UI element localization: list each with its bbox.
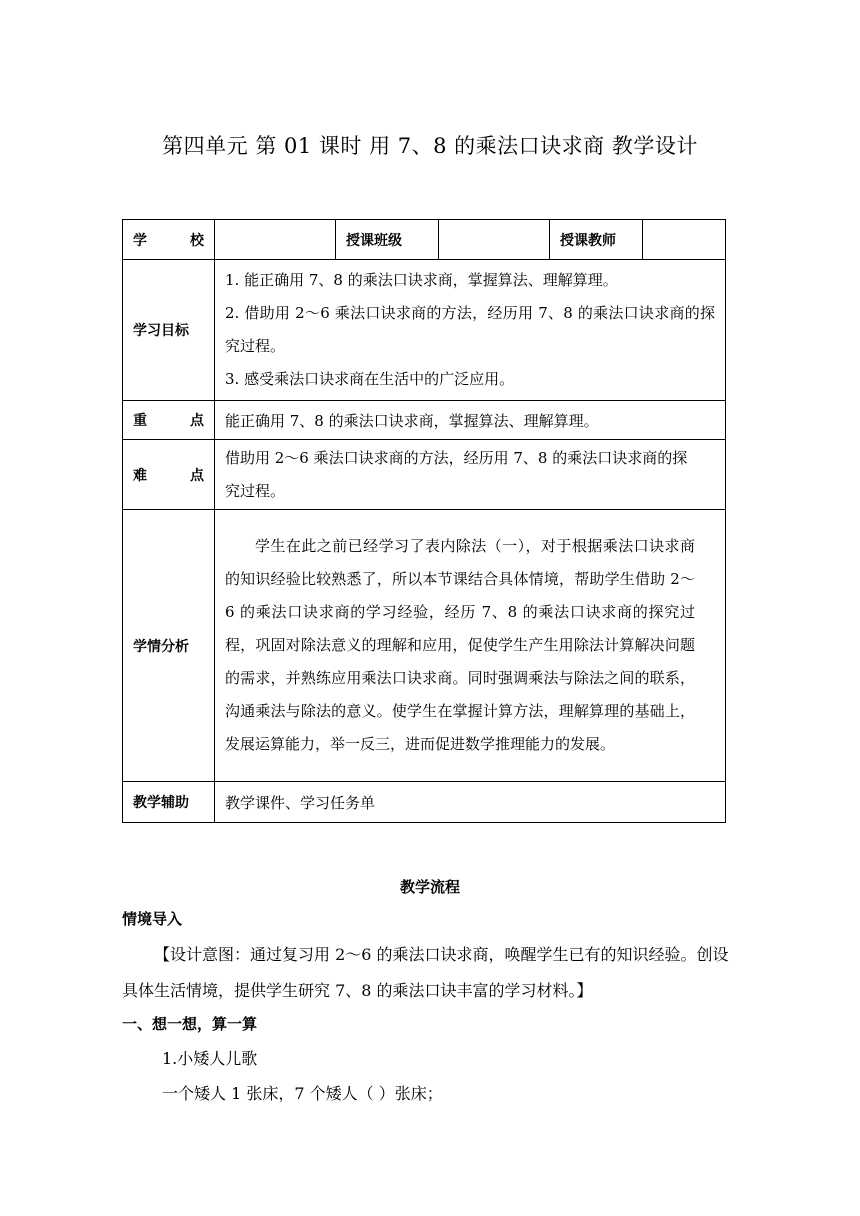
- key-point-label: 重 点: [123, 401, 215, 440]
- aids-value: 教学课件、学习任务单: [215, 782, 726, 823]
- objective-item: 3. 感受乘法口诀求商在生活中的广泛应用。: [225, 370, 515, 388]
- table-row: [123, 401, 726, 440]
- objective-item: 1. 能正确用 7、8 的乘法口诀求商，掌握算法、理解算理。: [225, 271, 618, 289]
- intro-heading: 情境导入: [122, 910, 183, 928]
- section1-heading: 一、想一想，算一算: [122, 1015, 258, 1033]
- analysis-label: 学情分析: [123, 510, 215, 782]
- analysis-text: 学生在此之前已经学习了表内除法（一），对于根据乘法口诀求商的知识经验比较熟悉了，所以本节课结合具体情境，帮助学生借助 2～6 的乘法口诀求商的学习经验，经历 7、8 的乘法口诀求商的探究过程，巩固对除法意义的理解和应用，促使学生产生用除法计算解决问题的需求，并熟练应用乘法口诀求商。同时强调乘法与除法之间的联系，沟通乘法与除法的意义。使学生在掌握计算方法，理解算理的基础上，发展运算能力，举一反三，进而促进数学推理能力的发展。: [225, 537, 695, 753]
- table-row: [123, 440, 726, 510]
- difficulty-label: 难 点: [123, 440, 215, 510]
- lesson-info-table: [122, 219, 726, 823]
- table-row: [123, 220, 726, 260]
- item1-title: 1.小矮人儿歌: [162, 1049, 258, 1068]
- objectives-label: 学习目标: [123, 260, 215, 401]
- page-title: 第四单元 第 01 课时 用 7、8 的乘法口诀求商 教学设计: [162, 134, 698, 158]
- item1-line: 一个矮人 1 张床，7 个矮人（ ）张床；: [162, 1084, 443, 1103]
- objective-item: 2. 借助用 2～6 乘法口诀求商的方法，经历用 7、8 的乘法口诀求商的探究过程。: [225, 304, 715, 355]
- flow-heading: 教学流程: [399, 878, 460, 896]
- school-value: [215, 220, 336, 260]
- school-label: 学 校: [123, 220, 215, 260]
- class-value: [439, 220, 550, 260]
- objectives-cell: [215, 260, 726, 401]
- difficulty-value: 借助用 2～6 乘法口诀求商的方法，经历用 7、8 的乘法口诀求商的探究过程。: [215, 440, 726, 510]
- teacher-label: 授课教师: [550, 220, 643, 260]
- teacher-value: [643, 220, 726, 260]
- key-point-value: 能正确用 7、8 的乘法口诀求商，掌握算法、理解算理。: [215, 401, 726, 440]
- aids-label: 教学辅助: [123, 782, 215, 823]
- table-row: [123, 782, 726, 823]
- table-row: [123, 260, 726, 401]
- analysis-cell: [215, 510, 726, 782]
- class-label: 授课班级: [336, 220, 439, 260]
- design-intent: 【设计意图：通过复习用 2～6 的乘法口诀求商，唤醒学生已有的知识经验。创设具体生活情境，提供学生研究 7、8 的乘法口诀丰富的学习材料。】: [122, 945, 729, 1000]
- table-row: [123, 510, 726, 782]
